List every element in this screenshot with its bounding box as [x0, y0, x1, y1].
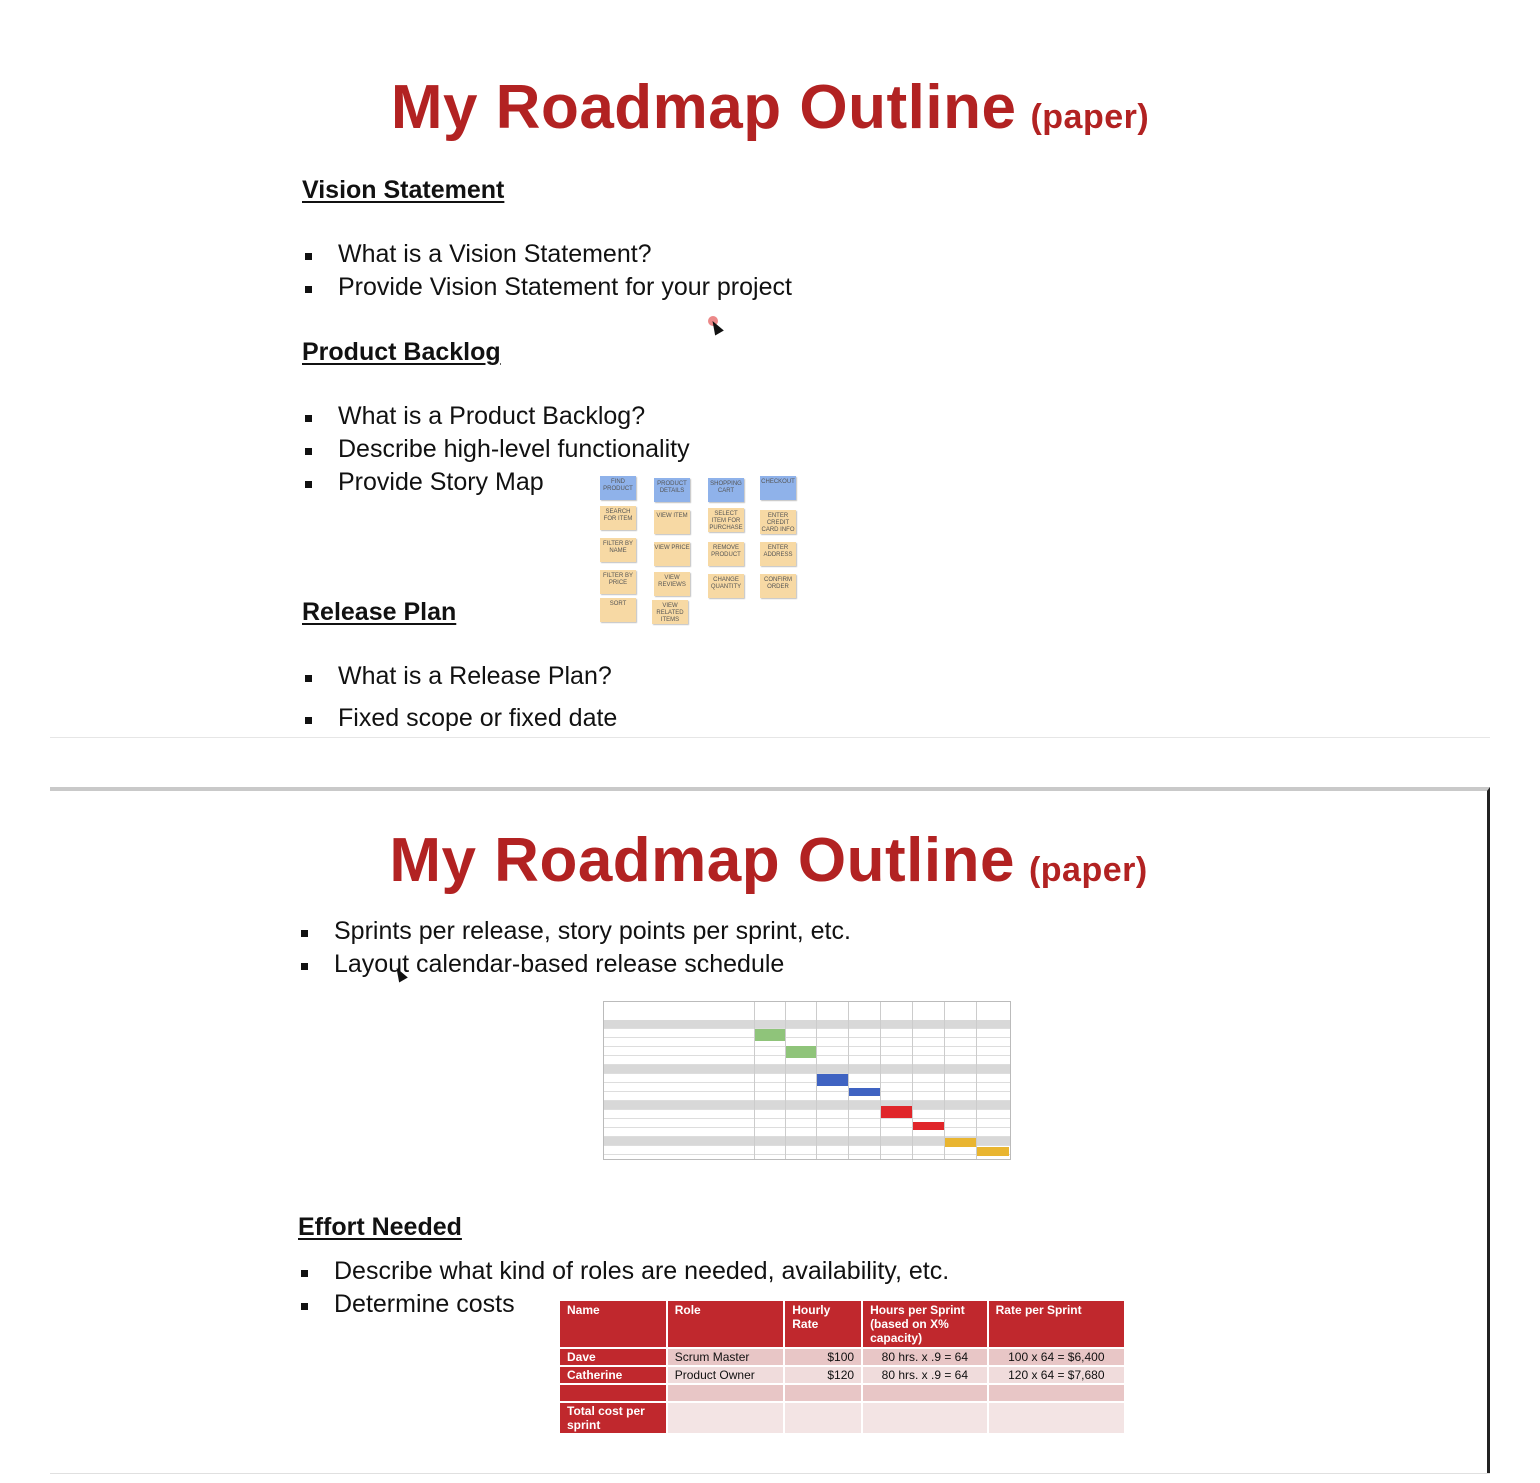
slide-1 — [50, 0, 1490, 737]
table-cell — [784, 1402, 862, 1434]
story-note: FIND PRODUCT — [600, 476, 636, 500]
gantt-row — [604, 1146, 1010, 1155]
table-cell — [559, 1384, 667, 1402]
column-header: Hours per Sprint (based on X% capacity) — [862, 1300, 988, 1348]
bullet-item: Provide Vision Statement for your project — [302, 273, 792, 306]
gantt-bar-release2 — [849, 1088, 880, 1096]
table-cell — [988, 1402, 1125, 1434]
gantt-gridline — [944, 1002, 945, 1159]
gantt-bar-release4 — [977, 1147, 1009, 1156]
story-note: FILTER BY NAME — [600, 538, 636, 562]
release-schedule-gantt — [603, 1001, 1011, 1160]
column-header: Hourly Rate — [784, 1300, 862, 1348]
gantt-row — [604, 1029, 1010, 1038]
table-cell — [667, 1384, 785, 1402]
table-cell: Product Owner — [667, 1366, 785, 1384]
table-cell: $120 — [784, 1366, 862, 1384]
section-heading-vision: Vision Statement — [302, 176, 505, 204]
table-cell: Total cost per sprint — [559, 1402, 667, 1434]
story-note: SELECT ITEM FOR PURCHASE — [708, 508, 744, 532]
column-header: Rate per Sprint — [988, 1300, 1125, 1348]
table-row — [559, 1366, 1125, 1384]
gantt-row — [604, 1092, 1010, 1101]
story-map-image — [598, 474, 804, 626]
column-header: Name — [559, 1300, 667, 1348]
release-bullets — [302, 662, 617, 737]
story-note: SEARCH FOR ITEM — [600, 506, 636, 530]
bullet-item: Describe high-level functionality — [302, 435, 690, 468]
story-note: ENTER CREDIT CARD INFO — [760, 510, 796, 534]
story-note: ENTER ADDRESS — [760, 542, 796, 566]
gantt-gridline — [754, 1002, 755, 1159]
gantt-gridline — [785, 1002, 786, 1159]
table-cell: 80 hrs. x .9 = 64 — [862, 1366, 988, 1384]
gantt-row — [604, 1128, 1010, 1137]
slide-divider — [50, 1473, 1490, 1474]
section-heading-backlog: Product Backlog — [302, 338, 501, 366]
cost-table-header — [559, 1300, 1125, 1348]
table-cell: 80 hrs. x .9 = 64 — [862, 1348, 988, 1366]
story-note: CHANGE QUANTITY — [708, 574, 744, 598]
table-row — [559, 1402, 1125, 1434]
title-suffix: (paper) — [1028, 851, 1148, 889]
table-cell — [988, 1384, 1125, 1402]
story-note: VIEW PRICE — [654, 542, 690, 566]
vision-bullets — [302, 240, 792, 306]
title-suffix: (paper) — [1030, 98, 1150, 136]
story-note: CONFIRM ORDER — [760, 574, 796, 598]
gantt-bar-release3 — [913, 1122, 944, 1130]
cost-table — [558, 1299, 1126, 1435]
story-note: SHOPPING CART — [708, 478, 744, 502]
title-text: My Roadmap Outline — [389, 826, 1015, 895]
section-heading-effort: Effort Needed — [298, 1213, 462, 1241]
table-cell: $100 — [784, 1348, 862, 1366]
slide-divider — [50, 737, 1490, 738]
gantt-row — [604, 1119, 1010, 1128]
gantt-release-row — [604, 1101, 1010, 1110]
gantt-release-row — [604, 1020, 1010, 1029]
story-note: SORT — [600, 598, 636, 622]
table-cell: Catherine — [559, 1366, 667, 1384]
bullet-item: Provide Story Map — [302, 468, 690, 501]
story-note: VIEW RELATED ITEMS — [652, 600, 688, 624]
bullet-item: Determine costs — [298, 1290, 949, 1323]
story-note: VIEW REVIEWS — [654, 572, 690, 596]
slide-title — [50, 825, 1487, 896]
table-cell — [667, 1402, 785, 1434]
gantt-bar-release2 — [817, 1074, 848, 1086]
column-header: Role — [667, 1300, 785, 1348]
gantt-row — [604, 1074, 1010, 1083]
table-cell — [784, 1384, 862, 1402]
gantt-row — [604, 1110, 1010, 1119]
story-note: VIEW ITEM — [654, 510, 690, 534]
table-cell: Dave — [559, 1348, 667, 1366]
story-note: REMOVE PRODUCT — [708, 542, 744, 566]
bullet-item: Fixed scope or fixed date — [302, 704, 617, 737]
table-row — [559, 1348, 1125, 1366]
gantt-bar-release3 — [881, 1106, 912, 1118]
mouse-cursor-icon — [708, 318, 724, 335]
story-note: CHECKOUT — [760, 476, 796, 500]
section-heading-release: Release Plan — [302, 598, 457, 626]
title-text: My Roadmap Outline — [390, 73, 1017, 142]
gantt-gridline — [976, 1002, 977, 1159]
story-note: PRODUCT DETAILS — [654, 478, 690, 502]
bullet-item: What is a Vision Statement? — [302, 240, 792, 273]
table-cell: 120 x 64 = $7,680 — [988, 1366, 1125, 1384]
gantt-release-row — [604, 1065, 1010, 1074]
gantt-gridline — [912, 1002, 913, 1159]
table-row — [559, 1384, 1125, 1402]
bullet-item: Layout calendar-based release schedule — [298, 950, 851, 983]
slide-2 — [50, 787, 1490, 1473]
sprint-bullets — [298, 917, 851, 983]
bullet-item: What is a Product Backlog? — [302, 402, 690, 435]
bullet-item: Describe what kind of roles are needed, availability, etc. — [298, 1257, 949, 1290]
gantt-bar-release1 — [755, 1029, 785, 1041]
bullet-item: Sprints per release, story points per sprint, etc. — [298, 917, 851, 950]
gantt-gridline — [848, 1002, 849, 1159]
gantt-header — [754, 1002, 1010, 1021]
gantt-bar-release1 — [786, 1046, 816, 1058]
slide-title — [50, 72, 1490, 143]
table-cell — [862, 1384, 988, 1402]
gantt-row — [604, 1083, 1010, 1092]
story-note: FILTER BY PRICE — [600, 570, 636, 594]
table-cell: Scrum Master — [667, 1348, 785, 1366]
table-cell — [862, 1402, 988, 1434]
table-cell: 100 x 64 = $6,400 — [988, 1348, 1125, 1366]
bullet-item: What is a Release Plan? — [302, 662, 617, 704]
gantt-bar-release4 — [945, 1138, 976, 1147]
gantt-gridline — [880, 1002, 881, 1159]
